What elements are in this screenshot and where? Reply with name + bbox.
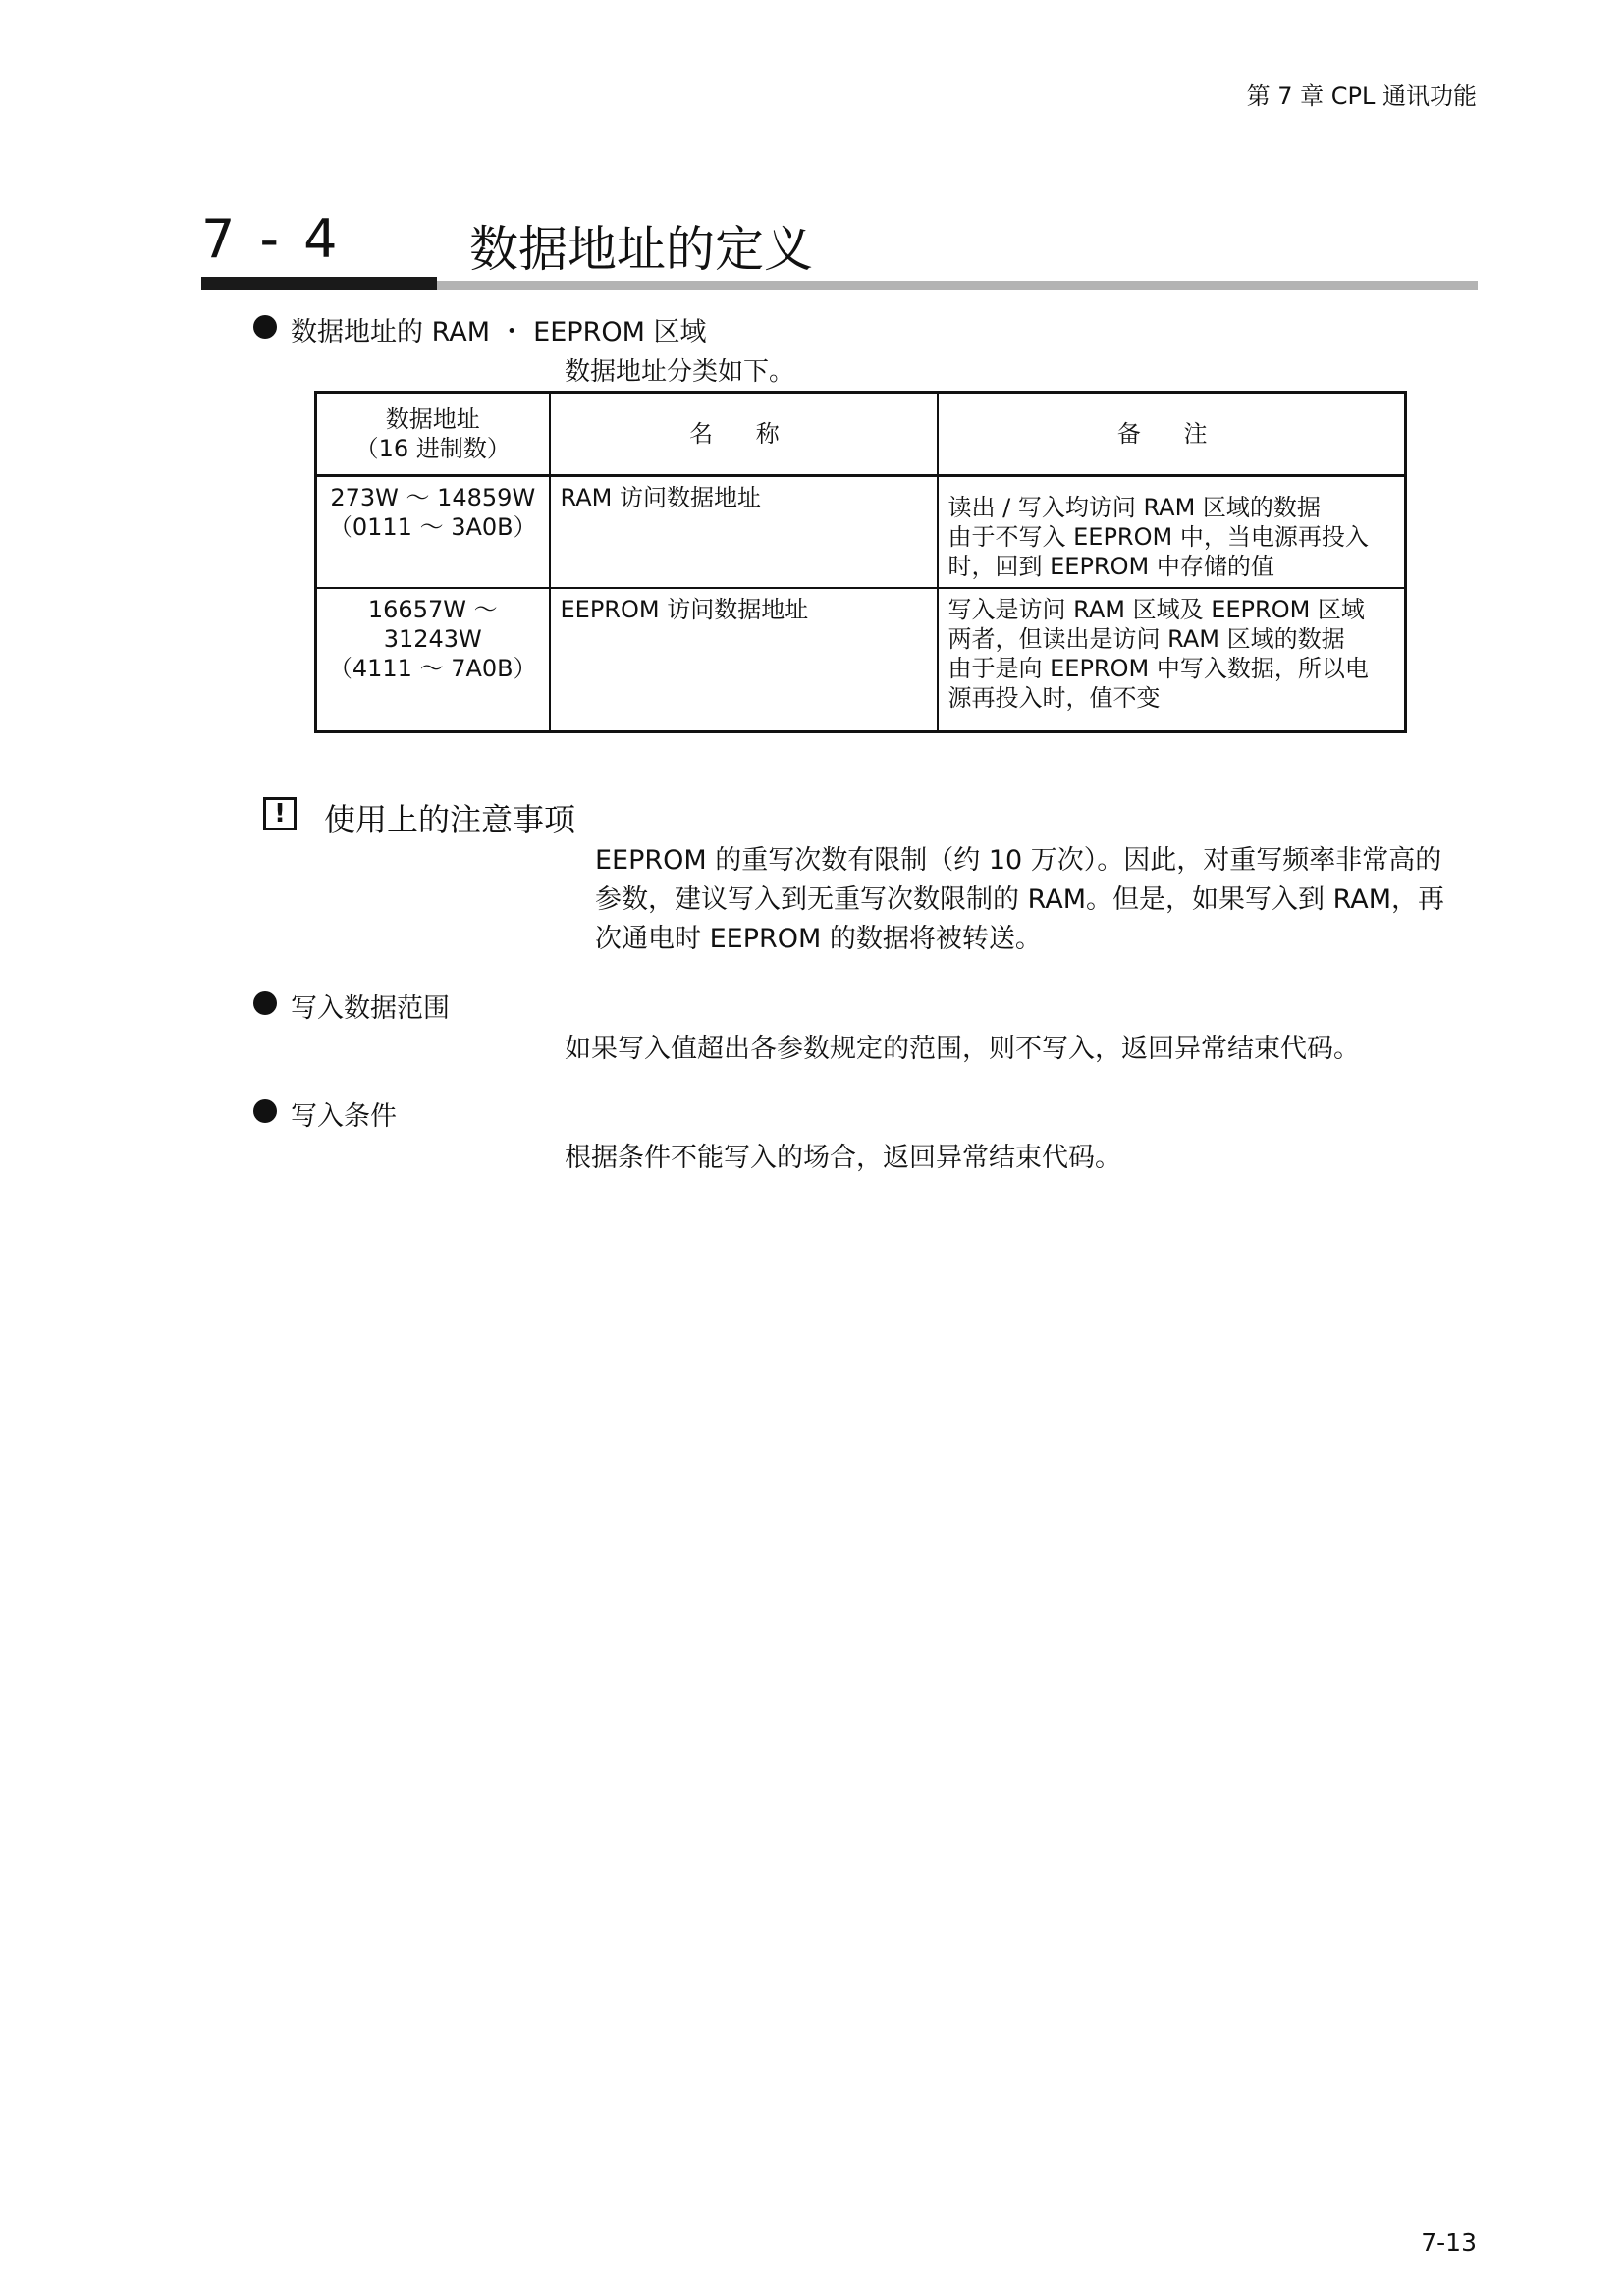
bullet-icon	[253, 1099, 277, 1123]
header-address	[316, 393, 550, 476]
table-header-row	[316, 393, 1406, 476]
section-rule-dark	[201, 277, 437, 290]
name-cell: RAM 访问数据地址	[550, 476, 938, 589]
page-number: 7-13	[1421, 2228, 1477, 2257]
table-row	[316, 476, 1406, 589]
notes-line: 由于是向 EEPROM 中写入数据，所以电	[947, 655, 1369, 682]
notes-line: 由于不写入 EEPROM 中，当电源再投入	[947, 523, 1369, 551]
address-cell	[316, 588, 550, 731]
header-address-line1: 数据地址	[385, 405, 480, 433]
section-rule-grey	[437, 281, 1478, 290]
write-conditions-title: 写入条件	[291, 1101, 397, 1132]
caution-line: 次通电时 EEPROM 的数据将被转送。	[595, 924, 1042, 954]
address-hex: （4111 ～ 7A0B）	[328, 655, 537, 682]
notes-line: 时，回到 EEPROM 中存储的值	[947, 553, 1274, 580]
write-range-title: 写入数据范围	[291, 993, 450, 1024]
notes-cell	[938, 476, 1406, 589]
address-hex: （0111 ～ 3A0B）	[328, 513, 537, 541]
caution-text	[595, 841, 1479, 959]
notes-line: 读出 / 写入均访问 RAM 区域的数据	[947, 494, 1321, 521]
section-number: 7 - 4	[201, 208, 342, 270]
name-cell: EEPROM 访问数据地址	[550, 588, 938, 731]
bullet-icon	[253, 991, 277, 1015]
caution-line: EEPROM 的重写次数有限制（约 10 万次）。因此，对重写频率非常高的	[595, 845, 1442, 876]
header-address-line2: （16 进制数）	[354, 435, 511, 462]
data-address-table	[314, 391, 1407, 733]
header-name: 名 称	[550, 393, 938, 476]
header-notes: 备 注	[938, 393, 1406, 476]
chapter-header: 第 7 章 CPL 通讯功能	[1246, 82, 1477, 110]
address-dec: 16657W ～ 31243W	[367, 596, 498, 653]
write-conditions-text: 根据条件不能写入的场合，返回异常结束代码。	[565, 1143, 1121, 1173]
notes-line: 两者，但读出是访问 RAM 区域的数据	[947, 625, 1345, 653]
table-row	[316, 588, 1406, 731]
table-intro: 数据地址分类如下。	[565, 357, 795, 387]
caution-line: 参数，建议写入到无重写次数限制的 RAM。但是，如果写入到 RAM，再	[595, 884, 1445, 915]
address-dec: 273W ～ 14859W	[330, 484, 536, 511]
notes-line: 源再投入时，值不变	[947, 684, 1161, 712]
ram-eeprom-bullet-title: 数据地址的 RAM ・ EEPROM 区域	[291, 317, 707, 347]
caution-title: 使用上的注意事项	[324, 801, 576, 838]
notes-line: 写入是访问 RAM 区域及 EEPROM 区域	[947, 596, 1365, 623]
bullet-icon	[253, 315, 277, 339]
address-cell	[316, 476, 550, 589]
exclamation-box-icon: !	[263, 797, 297, 830]
write-range-text: 如果写入值超出各参数规定的范围，则不写入，返回异常结束代码。	[565, 1034, 1360, 1064]
section-title: 数据地址的定义	[469, 221, 813, 278]
notes-cell	[938, 588, 1406, 731]
